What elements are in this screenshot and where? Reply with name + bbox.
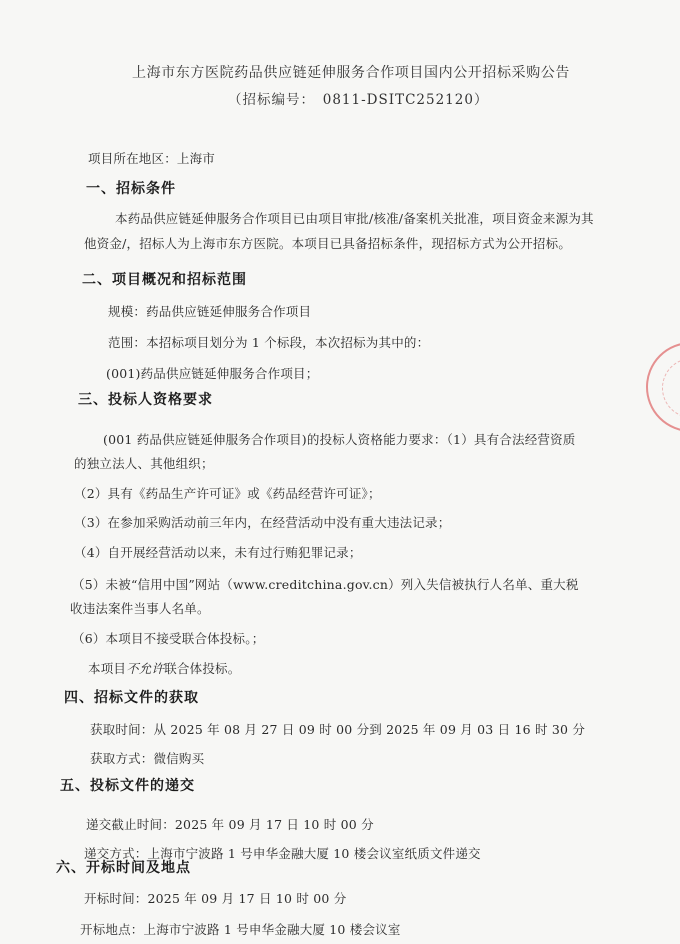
section-heading-6: 六、开标时间及地点 [56,860,191,876]
qualification-5-line-2: 收违法案件当事人名单。 [70,601,210,616]
consortium-note-emphasis: 不允许 [126,661,165,676]
project-scale: 规模：药品供应链延伸服务合作项目 [108,304,312,319]
section-heading-1: 一、招标条件 [86,181,176,197]
section-heading-2: 二、项目概况和招标范围 [82,272,247,288]
opening-place: 开标地点：上海市宁波路 1 号申华金融大厦 10 楼会议室 [80,922,401,937]
section-heading-5: 五、投标文件的递交 [60,778,195,794]
submission-method: 递交方式：上海市宁波路 1 号申华金融大厦 10 楼会议室纸质文件递交 [84,846,481,861]
project-lot: (001)药品供应链延伸服务合作项目； [106,366,319,381]
section-1-line-2: 他资金/，招标人为上海市东方医院。本项目已具备招标条件，现招标方式为公开招标。 [84,236,572,251]
acquisition-method: 获取方式：微信购买 [90,751,205,766]
qualification-5-line-1: （5）未被“信用中国”网站（www.creditchina.gov.cn）列入失信被执行人名单、重大税 [72,577,579,592]
section-heading-3: 三、投标人资格要求 [78,392,213,408]
qualification-6: （6）本项目不接受联合体投标。； [72,631,265,646]
consortium-note-post: 联合体投标。 [164,661,241,676]
opening-time: 开标时间：2025 年 09 月 17 日 10 时 00 分 [84,891,347,906]
qualification-3: （3）在参加采购活动前三年内，在经营活动中没有重大违法记录； [74,515,451,530]
project-location: 项目所在地区：上海市 [88,151,216,166]
qualification-intro-line-1: (001 药品供应链延伸服务合作项目)的投标人资格能力要求：（1）具有合法经营资质 [103,432,576,447]
seal-inner-ring [662,358,680,418]
submission-deadline: 递交截止时间：2025 年 09 月 17 日 10 时 00 分 [86,817,374,832]
section-1-line-1: 本药品供应链延伸服务合作项目已由项目审批/核准/备案机关批准，项目资金来源为其 [115,211,594,226]
tender-number: （招标编号： 0811-DSITC252120） [228,92,489,108]
acquisition-time: 获取时间：从 2025 年 08 月 27 日 09 时 00 分到 2025 年 09 月 03 日 16 时 30 分 [90,722,586,737]
consortium-note [88,661,240,677]
qualification-intro-line-2: 的独立法人、其他组织； [74,456,214,471]
consortium-note-pre: 本项目 [88,661,127,676]
project-scope: 范围：本招标项目划分为 1 个标段，本次招标为其中的： [108,335,430,350]
qualification-2: （2）具有《药品生产许可证》或《药品经营许可证》； [74,486,381,501]
document-title: 上海市东方医院药品供应链延伸服务合作项目国内公开招标采购公告 [132,65,570,81]
qualification-4: （4）自开展经营活动以来，未有过行贿犯罪记录； [74,545,362,560]
red-seal-stamp [646,342,680,432]
section-heading-4: 四、招标文件的获取 [64,690,199,706]
